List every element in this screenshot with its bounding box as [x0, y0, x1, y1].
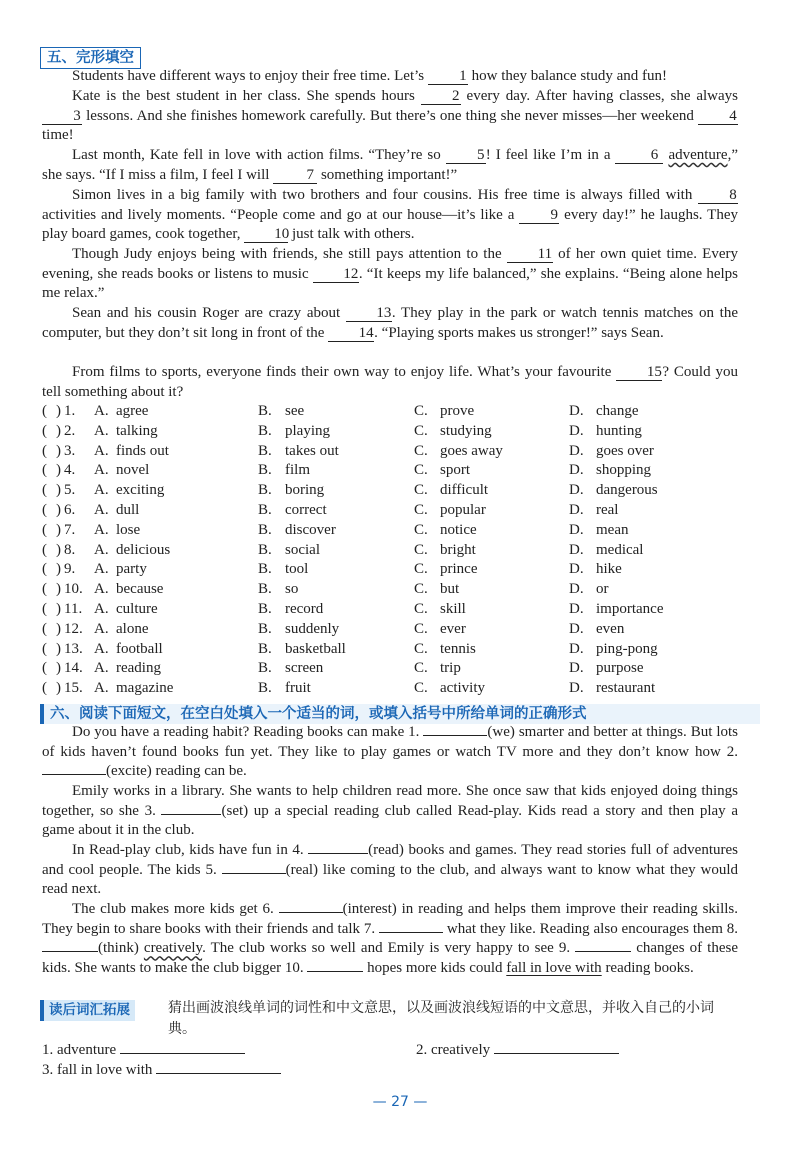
option-letter-d: D. — [569, 561, 584, 578]
answer-paren-open: ( — [42, 640, 47, 657]
fill-paragraph-2: Emily works in a library. She wants to help children read more. She once saw that kids enjoyed doing things together, so she 3. (set) up a special reading club called Read-play. Kids read a story and then play a game about it in the club. — [42, 783, 738, 839]
question-number: 5. — [64, 482, 76, 499]
fill-paragraph-4: The club makes more kids get 6. (interest) in reading and helps them improve their reading skills. They begin to share books with their friends and talk 7. what they like. Reading also encourages them 8. (think) creatively. The club works so well and Emily is very happy to see 9. changes of these kids. She wants to make the club bigger 10. hopes more kids could fall in love with reading books. — [42, 901, 738, 977]
option-letter-c: C. — [414, 581, 428, 598]
fill-blank-5[interactable] — [222, 873, 286, 874]
option-d[interactable]: real — [596, 501, 619, 518]
option-b[interactable]: discover — [285, 521, 336, 538]
option-letter-a: A. — [94, 482, 109, 499]
option-letter-a: A. — [94, 660, 109, 677]
cloze-blank-1[interactable]: 1 — [428, 68, 468, 85]
answer-paren-close: ) — [56, 660, 61, 677]
question-number: 1. — [64, 403, 76, 419]
section-five-title: 五、完形填空 — [40, 47, 141, 69]
option-a[interactable]: because — [116, 581, 164, 598]
question-number: 4. — [64, 462, 76, 479]
option-b[interactable]: correct — [285, 501, 327, 518]
wavy-phrase-fall-in-love-with: fall in love with — [506, 960, 602, 977]
option-letter-d: D. — [569, 442, 584, 459]
option-d[interactable]: ping-pong — [596, 640, 658, 657]
answer-paren-close: ) — [56, 462, 61, 479]
question-number: 15. — [64, 680, 83, 697]
option-letter-a: A. — [94, 581, 109, 598]
wavy-word-creatively: creatively — [143, 940, 203, 957]
question-row — [42, 501, 742, 521]
answer-paren-close: ) — [56, 422, 61, 439]
question-row — [42, 600, 742, 620]
cloze-blank-6[interactable]: 6 — [615, 147, 663, 164]
option-c[interactable]: activity — [440, 680, 485, 697]
option-letter-b: B. — [258, 620, 272, 637]
answer-paren-close: ) — [56, 561, 61, 578]
option-d[interactable]: or — [596, 581, 609, 598]
cloze-blank-15[interactable]: 15 — [616, 364, 662, 381]
question-number: 11. — [64, 600, 83, 617]
option-letter-d: D. — [569, 620, 584, 637]
option-d[interactable]: importance — [596, 600, 664, 617]
vocab-item-1: 1. adventure — [42, 1042, 245, 1059]
vocab-item-2: 2. creatively — [416, 1042, 619, 1059]
question-number: 12. — [64, 620, 83, 637]
option-b[interactable]: playing — [285, 422, 330, 439]
answer-paren-close: ) — [56, 600, 61, 617]
cloze-paragraph-7: From films to sports, everyone finds their own way to enjoy life. What’s your favourite 15? Could you tell something about it? — [42, 364, 738, 400]
fill-paragraph-1: Do you have a reading habit? Reading books can make 1. (we) smarter and better at things. But lots of kids haven’t found books fun yet. They like to play games or watch TV more and they don’t know how 2. (excite) reading can be. — [42, 724, 738, 780]
vocab-blank-3[interactable] — [156, 1073, 281, 1074]
option-letter-d: D. — [569, 482, 584, 499]
option-letter-a: A. — [94, 422, 109, 439]
answer-paren-open: ( — [42, 620, 47, 637]
option-d[interactable]: shopping — [596, 462, 652, 479]
option-letter-d: D. — [569, 541, 584, 558]
answer-paren-open: ( — [42, 442, 47, 459]
question-number: 2. — [64, 422, 76, 439]
option-letter-c: C. — [414, 660, 428, 677]
option-c[interactable]: notice — [440, 521, 477, 538]
option-letter-d: D. — [569, 660, 584, 677]
question-row — [42, 541, 742, 561]
answer-paren-open: ( — [42, 581, 47, 598]
question-row — [42, 521, 742, 541]
question-number: 14. — [64, 660, 83, 677]
question-number: 8. — [64, 541, 76, 558]
fill-paragraph-3: In Read-play club, kids have fun in 4. (read) books and games. They read stories full of adventures and cool people. The kids 5. (real) like coming to the club, and always want to know what they would read next. — [42, 842, 739, 898]
fill-blank-3[interactable] — [161, 814, 221, 815]
option-b[interactable]: screen — [285, 660, 324, 677]
option-d[interactable]: hike — [596, 561, 622, 578]
option-b[interactable]: see — [285, 403, 305, 419]
option-letter-c: C. — [414, 680, 428, 697]
answer-paren-open: ( — [42, 541, 47, 558]
option-letter-c: C. — [414, 422, 428, 439]
answer-paren-open: ( — [42, 482, 47, 499]
option-d[interactable]: even — [596, 620, 625, 637]
option-c[interactable]: skill — [440, 600, 466, 617]
option-letter-c: C. — [414, 561, 428, 578]
cloze-paragraph-4: Simon lives in a big family with two brothers and four cousins. His free time is always filled with 8 activities and lively moments. “People come and go at our house—it’s like a 9 every day!” he laughs. They play board games, cook together, 10 just talk with others. — [42, 187, 738, 243]
cloze-blank-14[interactable]: 14 — [328, 325, 374, 342]
option-letter-d: D. — [569, 462, 584, 479]
option-letter-d: D. — [569, 680, 584, 697]
question-number: 3. — [64, 442, 76, 459]
option-d[interactable]: medical — [596, 541, 644, 558]
option-letter-c: C. — [414, 600, 428, 617]
option-letter-c: C. — [414, 403, 428, 419]
vocab-instruction: 猜出画波浪线单词的词性和中文意思，以及画波浪线短语的中文意思，并收入自己的小词典。 — [168, 1000, 714, 1037]
option-letter-a: A. — [94, 403, 109, 419]
option-d[interactable]: goes over — [596, 442, 654, 459]
fill-blank-4[interactable] — [308, 853, 368, 854]
option-c[interactable]: bright — [440, 541, 476, 558]
option-letter-a: A. — [94, 541, 109, 558]
option-letter-d: D. — [569, 403, 584, 419]
option-letter-b: B. — [258, 680, 272, 697]
option-letter-b: B. — [258, 442, 272, 459]
vocab-blank-1[interactable] — [120, 1053, 245, 1054]
option-letter-a: A. — [94, 501, 109, 518]
answer-paren-close: ) — [56, 680, 61, 697]
question-row — [42, 481, 742, 501]
fill-blank-6[interactable] — [279, 912, 343, 913]
cloze-blank-7[interactable]: 7 — [273, 167, 317, 184]
fill-blank-8[interactable] — [42, 951, 98, 952]
option-letter-b: B. — [258, 600, 272, 617]
cloze-paragraph-2: Kate is the best student in her class. She spends hours 2 every day. After having classes, she always 3 lessons. And she finishes homework carefully. But there’s one thing she never misses—her weekend 4 time! — [42, 88, 738, 144]
answer-paren-close: ) — [56, 581, 61, 598]
answer-paren-close: ) — [56, 482, 61, 499]
question-number: 9. — [64, 561, 76, 578]
option-letter-a: A. — [94, 600, 109, 617]
vocab-extension-tag: 读后词汇拓展 — [40, 1000, 135, 1021]
fill-blank-7[interactable] — [379, 932, 443, 933]
option-letter-b: B. — [258, 482, 272, 499]
option-letter-a: A. — [94, 640, 109, 657]
wavy-word-adventure: adventure — [668, 147, 728, 163]
answer-paren-close: ) — [56, 620, 61, 637]
question-number: 6. — [64, 501, 76, 518]
answer-paren-close: ) — [56, 521, 61, 538]
option-d[interactable]: restaurant — [596, 680, 656, 697]
option-letter-d: D. — [569, 581, 584, 598]
cloze-paragraph-1: Students have different ways to enjoy their free time. Let’s 1 how they balance study and fun! — [72, 68, 667, 84]
option-c[interactable]: sport — [440, 462, 470, 479]
question-row — [42, 422, 742, 442]
cloze-blank-12[interactable]: 12 — [313, 266, 359, 283]
option-letter-a: A. — [94, 442, 109, 459]
option-c[interactable]: popular — [440, 501, 486, 518]
question-row — [42, 679, 742, 699]
option-b[interactable]: record — [285, 600, 324, 617]
option-d[interactable]: mean — [596, 521, 629, 538]
option-letter-b: B. — [258, 640, 272, 657]
question-row — [42, 640, 742, 660]
answer-paren-close: ) — [56, 640, 61, 657]
question-row — [42, 580, 742, 600]
option-b[interactable]: film — [285, 462, 310, 479]
option-letter-c: C. — [414, 462, 428, 479]
option-letter-c: C. — [414, 620, 428, 637]
cloze-paragraph-5: Though Judy enjoys being with friends, she still pays attention to the 11 of her own quiet time. Every evening, she reads books or listens to music 12. “It keeps my life balanced,” she explains. “Being alone helps me relax.” — [42, 246, 739, 302]
option-a[interactable]: lose — [116, 521, 141, 538]
cloze-blank-4[interactable]: 4 — [698, 108, 738, 125]
cloze-blank-3[interactable]: 3 — [42, 108, 82, 125]
option-c[interactable]: difficult — [440, 482, 489, 499]
option-c[interactable]: ever — [440, 620, 466, 637]
question-number: 13. — [64, 640, 83, 657]
options-table — [42, 402, 742, 699]
option-d[interactable]: hunting — [596, 422, 642, 439]
option-d[interactable]: change — [596, 403, 639, 419]
cloze-blank-2[interactable]: 2 — [421, 88, 461, 105]
answer-paren-open: ( — [42, 660, 47, 677]
question-row — [42, 461, 742, 481]
option-a[interactable]: alone — [116, 620, 149, 637]
option-b[interactable]: tool — [285, 561, 309, 578]
option-letter-b: B. — [258, 660, 272, 677]
option-letter-a: A. — [94, 680, 109, 697]
answer-paren-close: ) — [56, 403, 61, 419]
option-a[interactable]: reading — [116, 660, 161, 677]
cloze-blank-11[interactable]: 11 — [507, 246, 553, 263]
option-a[interactable]: agree — [116, 403, 149, 419]
option-letter-b: B. — [258, 403, 272, 419]
section-six-title: 六、阅读下面短文，在空白处填入一个适当的词，或填入括号中所给单词的正确形式 — [40, 704, 760, 724]
answer-paren-close: ) — [56, 442, 61, 459]
option-letter-d: D. — [569, 422, 584, 439]
answer-paren-open: ( — [42, 561, 47, 578]
option-letter-c: C. — [414, 541, 428, 558]
option-letter-b: B. — [258, 581, 272, 598]
option-letter-c: C. — [414, 442, 428, 459]
option-letter-a: A. — [94, 620, 109, 637]
option-letter-b: B. — [258, 561, 272, 578]
option-letter-d: D. — [569, 600, 584, 617]
option-letter-a: A. — [94, 561, 109, 578]
option-letter-b: B. — [258, 462, 272, 479]
option-b[interactable]: takes out — [285, 442, 339, 459]
option-b[interactable]: basketball — [285, 640, 346, 657]
question-row — [42, 442, 742, 462]
answer-paren-open: ( — [42, 403, 47, 419]
fill-blank-1[interactable] — [423, 735, 487, 736]
page-number: — 27 — — [372, 1094, 428, 1110]
fill-blank-9[interactable] — [575, 951, 631, 952]
option-letter-a: A. — [94, 521, 109, 538]
option-letter-b: B. — [258, 501, 272, 518]
vocab-blank-2[interactable] — [494, 1053, 619, 1054]
option-a[interactable]: novel — [116, 462, 150, 479]
option-letter-d: D. — [569, 501, 584, 518]
option-letter-b: B. — [258, 422, 272, 439]
answer-paren-open: ( — [42, 501, 47, 518]
vocab-item-3: 3. fall in love with — [42, 1062, 281, 1079]
option-letter-c: C. — [414, 482, 428, 499]
question-row — [42, 659, 742, 679]
option-c[interactable]: goes away — [440, 442, 503, 459]
option-letter-c: C. — [414, 640, 428, 657]
option-a[interactable]: culture — [116, 600, 158, 617]
option-c[interactable]: trip — [440, 660, 461, 677]
option-b[interactable]: suddenly — [285, 620, 340, 637]
option-a[interactable]: magazine — [116, 680, 174, 697]
cloze-paragraph-3: Last month, Kate fell in love with action films. “They’re so 5! I feel like I’m in a 6 adventure,” she says. “If I miss a film, I feel I will 7 something important!” — [42, 147, 738, 183]
option-a[interactable]: football — [116, 640, 163, 657]
option-b[interactable]: social — [285, 541, 320, 558]
option-c[interactable]: prince — [440, 561, 478, 578]
question-number: 7. — [64, 521, 76, 538]
option-letter-d: D. — [569, 640, 584, 657]
answer-paren-open: ( — [42, 462, 47, 479]
option-c[interactable]: studying — [440, 422, 492, 439]
option-d[interactable]: dangerous — [596, 482, 658, 499]
cloze-blank-9[interactable]: 9 — [519, 207, 559, 224]
option-b[interactable]: boring — [285, 482, 325, 499]
question-row — [42, 620, 742, 640]
option-a[interactable]: talking — [116, 422, 158, 439]
option-b[interactable]: fruit — [285, 680, 311, 697]
option-a[interactable]: exciting — [116, 482, 165, 499]
question-row — [42, 560, 742, 580]
cloze-paragraph-6: Sean and his cousin Roger are crazy about 13. They play in the park or watch tennis matches on the computer, but they don’t sit long in front of the 14. “Playing sports makes us stronger!” says Sean. — [42, 305, 738, 341]
answer-paren-open: ( — [42, 422, 47, 439]
option-a[interactable]: finds out — [116, 442, 169, 459]
option-a[interactable]: dull — [116, 501, 140, 518]
cloze-blank-8[interactable]: 8 — [698, 187, 738, 204]
option-letter-b: B. — [258, 541, 272, 558]
option-c[interactable]: tennis — [440, 640, 476, 657]
answer-paren-open: ( — [42, 680, 47, 697]
option-c[interactable]: prove — [440, 403, 475, 419]
option-a[interactable]: party — [116, 561, 147, 578]
answer-paren-close: ) — [56, 541, 61, 558]
cloze-blank-13[interactable]: 13 — [346, 305, 392, 322]
answer-paren-close: ) — [56, 501, 61, 518]
fill-blank-10[interactable] — [307, 971, 363, 972]
question-number: 10. — [64, 581, 83, 598]
fill-blank-2[interactable] — [42, 774, 106, 775]
option-d[interactable]: purpose — [596, 660, 644, 677]
option-letter-c: C. — [414, 501, 428, 518]
option-letter-c: C. — [414, 521, 428, 538]
question-row — [42, 402, 742, 422]
cloze-blank-5[interactable]: 5 — [446, 147, 486, 164]
option-letter-a: A. — [94, 462, 109, 479]
option-a[interactable]: delicious — [116, 541, 171, 558]
option-c[interactable]: but — [440, 581, 460, 598]
option-b[interactable]: so — [285, 581, 299, 598]
answer-paren-open: ( — [42, 521, 47, 538]
cloze-blank-10[interactable]: 10 — [244, 226, 288, 243]
answer-paren-open: ( — [42, 600, 47, 617]
option-letter-d: D. — [569, 521, 584, 538]
option-letter-b: B. — [258, 521, 272, 538]
